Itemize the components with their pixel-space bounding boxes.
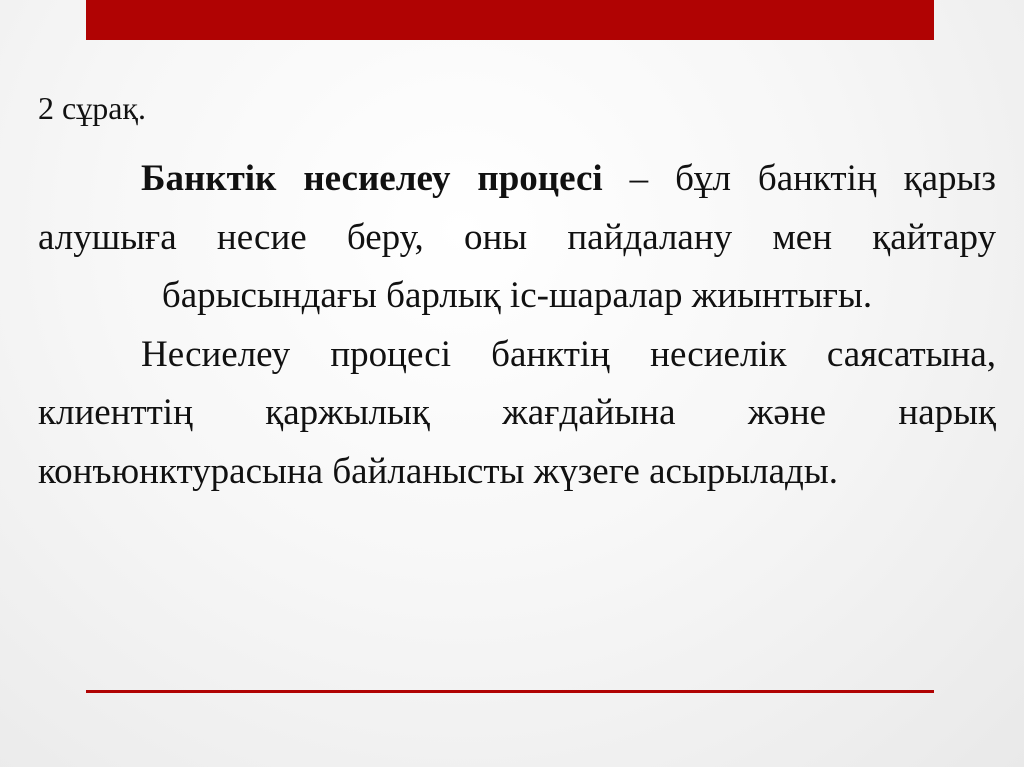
definition-paragraph (38, 150, 996, 326)
definition-text: – бұл банктің қарыз алушыға несие беру, оны пайдалану мен қайтару барысындағы барлық іс-шаралар жиынтығы. (38, 158, 996, 316)
top-accent-bar (86, 0, 934, 40)
slide-heading: 2 сұрақ. (38, 90, 146, 126)
process-paragraph: Несиелеу процесі банктің несиелік саясатына, клиенттің қаржылық жағдайына және нарық конъюнктурасына байланысты жүзеге асырылады. (38, 333, 996, 492)
definition-term: Банктік несиелеу процесі (141, 158, 603, 199)
slide-body (38, 150, 996, 501)
bottom-accent-line (86, 690, 934, 693)
